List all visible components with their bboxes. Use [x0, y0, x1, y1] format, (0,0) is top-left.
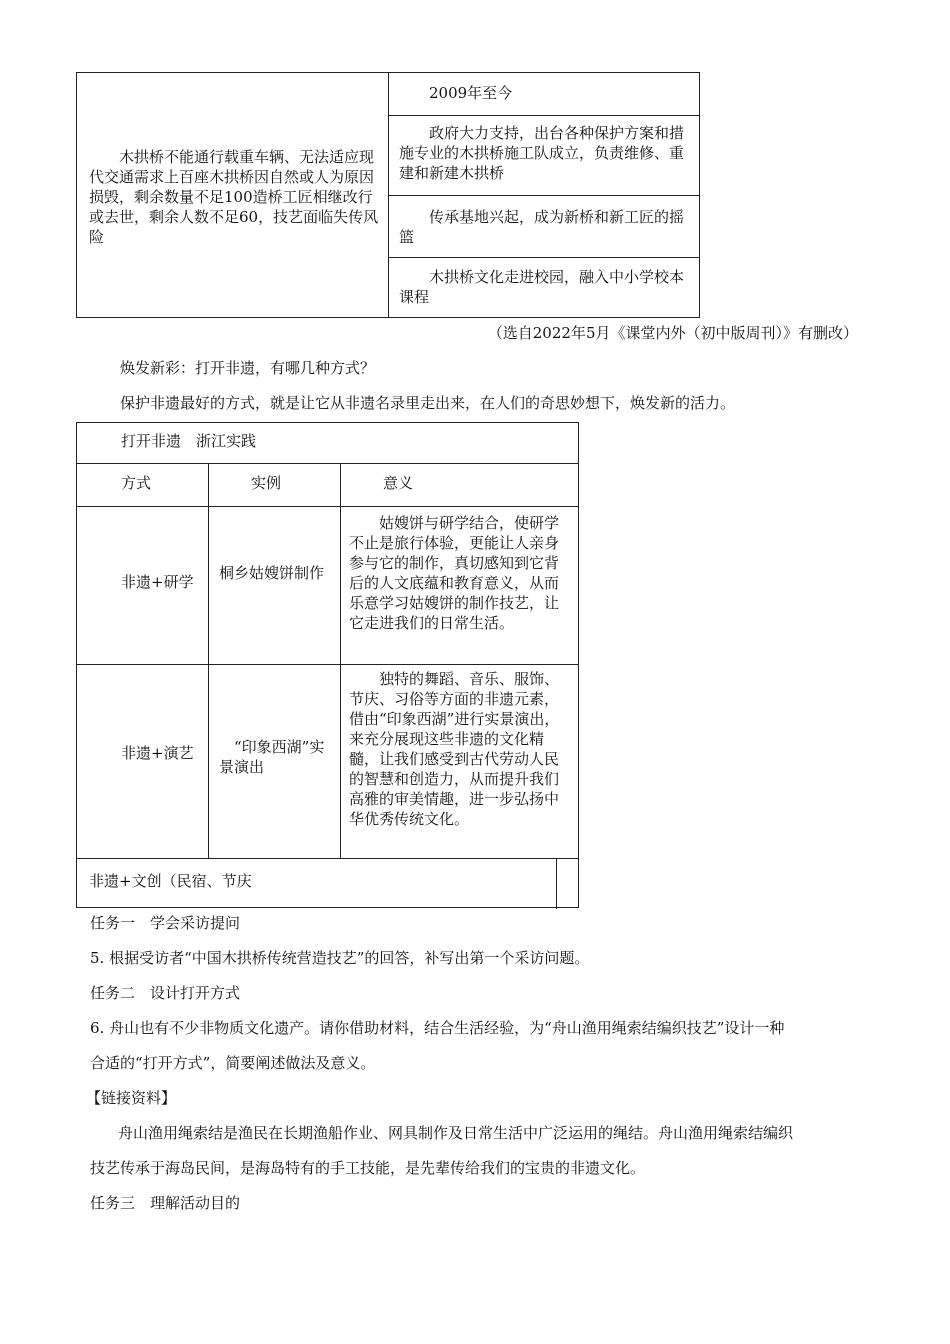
header-mode: 方式: [121, 474, 152, 492]
task-three-heading: 任务三 理解活动目的: [90, 1194, 241, 1212]
section-question: 焕发新彩：打开非遗，有哪几种方式？: [120, 359, 376, 377]
source-note: （选自2022年5月《课堂内外（初中版周刊）》有删改）: [487, 324, 858, 342]
table1-right-row-1: 2009年至今: [429, 84, 513, 102]
section-paragraph: 保护非遗最好的方式，就是让它从非遗名录里走出来，在人们的奇思妙想下，焕发新的活力。: [120, 394, 736, 412]
row2-example: “印象西湖”实景演出: [219, 738, 325, 776]
history-table: [76, 72, 700, 318]
table2-title: 打开非遗 浙江实践: [121, 432, 257, 450]
row2-mode: 非遗+演艺: [121, 744, 194, 762]
row1-example: 桐乡姑嫂饼制作: [219, 564, 325, 582]
table1-right-row-4: 木拱桥文化走进校园，融入中小学校本课程: [399, 268, 685, 306]
link-material-line-1: 舟山渔用绳索结是渔民在长期渔船作业、网具制作及日常生活中广泛运用的绳结。舟山渔用绳索结编织: [118, 1124, 794, 1142]
row3-mode: 非遗+文创（民宿、节庆: [89, 872, 252, 890]
table1-right-row-3: 传承基地兴起，成为新桥和新工匠的摇篮: [399, 208, 685, 246]
row1-meaning: 姑嫂饼与研学结合，使研学不止是旅行体验，更能让人亲身参与它的制作，真切感知到它背后的人文底蕴和教育意义，从而乐意学习姑嫂饼的制作技艺，让它走进我们的日常生活。: [349, 514, 560, 632]
row2-meaning: 独特的舞蹈、音乐、服饰、节庆、习俗等方面的非遗元素，借由“印象西湖”进行实景演出，来充分展现这些非遗的文化精髓，让我们感受到古代劳动人民的智慧和创造力，从而提升我们高雅的审美情趣，进一步弘扬中华优秀传统文化。: [349, 670, 560, 828]
task-two-heading: 任务二 设计打开方式: [90, 984, 241, 1002]
question-5: 5. 根据受访者“中国木拱桥传统营造技艺”的回答，补写出第一个采访问题。: [90, 949, 590, 967]
table1-right-row-2: 政府大力支持，出台各种保护方案和措施专业的木拱桥施工队成立，负责维修、重建和新建木拱桥: [399, 124, 685, 182]
link-material-title: 【链接资料】: [86, 1089, 177, 1107]
table1-left-cell: 木拱桥不能通行载重车辆、无法适应现代交通需求上百座木拱桥因自然或人为原因损毁，剩余数量不足100造桥工匠相继改行或去世，剩余人数不足60，技艺面临失传风险: [89, 148, 379, 246]
header-example: 实例: [251, 474, 282, 492]
practice-table: [76, 422, 579, 908]
row1-mode: 非遗+研学: [121, 573, 194, 591]
question-6-line-1: 6. 舟山也有不少非物质文化遗产。请你借助材料，结合生活经验，为“舟山渔用绳索结编织技艺”设计一种: [90, 1019, 785, 1037]
link-material-line-2: 技艺传承于海岛民间，是海岛特有的手工技能，是先辈传给我们的宝贵的非遗文化。: [90, 1159, 646, 1177]
task-one-heading: 任务一 学会采访提问: [90, 914, 241, 932]
header-meaning: 意义: [383, 474, 414, 492]
question-6-line-2: 合适的“打开方式”，简要阐述做法及意义。: [90, 1054, 376, 1072]
